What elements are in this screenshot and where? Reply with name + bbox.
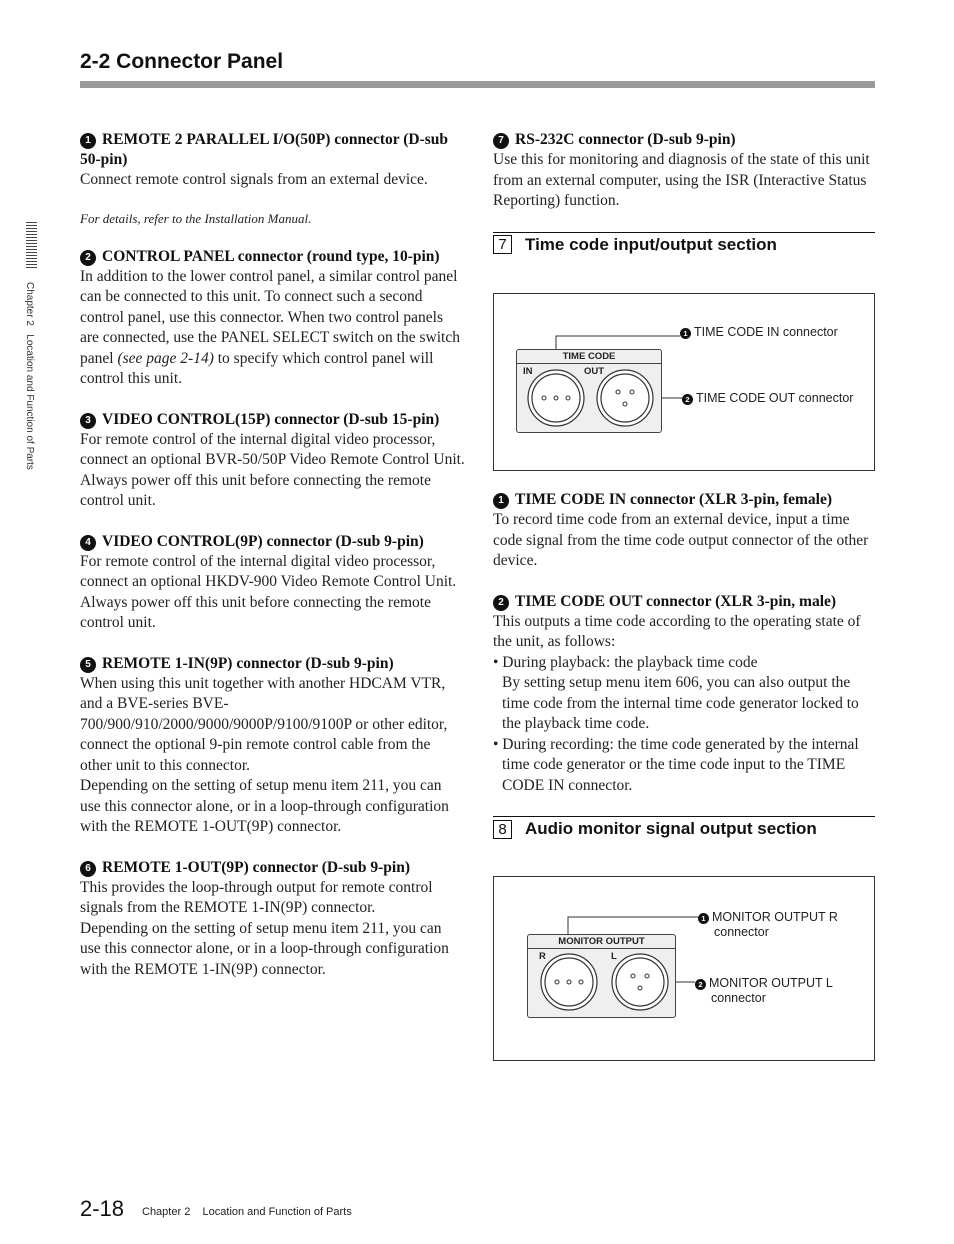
number-badge: 6	[80, 861, 96, 877]
section-number-box: 8	[493, 820, 512, 839]
item-heading: 2 TIME CODE OUT connector (XLR 3-pin, male)	[493, 592, 875, 612]
bullet-playback-detail: By setting setup menu item 606, you can also output the time code from the internal time code generator locked to the playback time code.	[502, 674, 859, 732]
callout-number: 1	[680, 328, 691, 339]
panel-title: TIME CODE	[517, 350, 661, 364]
number-badge: 1	[80, 133, 96, 149]
item-control-panel	[80, 247, 465, 390]
section-number-box: 7	[493, 235, 512, 254]
number-badge: 7	[493, 133, 509, 149]
item-body: To record time code from an external device, input a time code signal from the time code output connector of the other device.	[493, 511, 869, 569]
monitor-output-panel	[527, 934, 676, 1018]
item-heading: 5 REMOTE 1-IN(9P) connector (D-sub 9-pin)	[80, 654, 465, 674]
item-heading: 7 RS-232C connector (D-sub 9-pin)	[493, 130, 875, 150]
item-body-note: Depending on the setting of setup menu item 211, you can use this connector alone, or in a loop-through configuration with the REMOTE 1-OUT(9P) connector.	[80, 777, 449, 835]
r-label: R	[539, 951, 546, 962]
callout-time-code-out: 2 TIME CODE OUT connector	[682, 391, 853, 406]
section-title: Time code input/output section	[525, 234, 777, 254]
item-video-control-9p	[80, 532, 465, 634]
item-heading: 1 REMOTE 2 PARALLEL I/O(50P) connector (D-sub 50-pin)	[80, 131, 449, 168]
number-badge: 4	[80, 535, 96, 551]
item-body: When using this unit together with another HDCAM VTR, and a BVE-series BVE-700/900/910/2000/9000/9000P/9100/9100P or other editor, connect the optional 9-pin remote control cable from the other unit to this connector.	[80, 674, 448, 774]
item-remote1-out	[80, 858, 465, 981]
page-title: 2-2 Connector Panel	[80, 50, 284, 73]
item-heading: 1 TIME CODE IN connector (XLR 3-pin, female)	[493, 490, 875, 510]
item-video-control-15p	[80, 410, 465, 512]
item-body: Use this for monitoring and diagnosis of the state of this unit from an external computer, using the ISR (Interactive Status Reporting) function.	[493, 151, 870, 209]
item-time-code-out	[493, 592, 875, 797]
section-heading-time-code	[493, 232, 875, 255]
callout-number: 1	[698, 913, 709, 924]
item-body: For remote control of the internal digital video processor, connect an optional BVR-50/50P Video Remote Control Unit.	[80, 430, 465, 468]
page-reference: (see page 2-14)	[117, 349, 214, 367]
in-label: IN	[523, 366, 533, 377]
left-column	[80, 130, 465, 1000]
panel-title: MONITOR OUTPUT	[528, 935, 675, 949]
item-time-code-in	[493, 490, 875, 572]
item-body-note: Always power off this unit before connecting the remote control unit.	[80, 593, 431, 631]
item-remote2-parallel	[80, 130, 465, 227]
section-title: Audio monitor signal output section	[525, 819, 817, 838]
item-remote1-in	[80, 654, 465, 838]
item-heading: 6 REMOTE 1-OUT(9P) connector (D-sub 9-pin)	[80, 858, 465, 878]
item-body: In addition to the lower control panel, a similar control panel can be connected to this unit. To connect such a second control panel, use this connector. When two control panels are connected, use the PANEL SELECT switch on the switch panel (see page 2-14) to specify which control panel will control this unit.	[80, 267, 460, 387]
callout-time-code-in: 1 TIME CODE IN connector	[680, 325, 838, 340]
time-code-panel	[516, 349, 662, 433]
number-badge: 2	[80, 250, 96, 266]
bullet-playback: • During playback: the playback time code	[493, 653, 758, 671]
item-body: This outputs a time code according to the operating state of the unit, as follows:	[493, 612, 861, 650]
side-chapter-label	[24, 282, 35, 470]
number-badge: 5	[80, 657, 96, 673]
right-column	[493, 130, 875, 255]
monitor-output-figure	[493, 876, 875, 1061]
time-code-figure	[493, 293, 875, 471]
reference-note: For details, refer to the Installation Manual.	[80, 210, 312, 226]
item-rs232c	[493, 130, 875, 212]
page-number: 2-18	[80, 1196, 125, 1221]
item-body: Connect remote control signals from an external device.	[80, 171, 428, 188]
out-label: OUT	[584, 366, 605, 377]
bullet-recording: • During recording: the time code generated by the internal time code generator or the time code input to the TIME CODE IN connector.	[493, 735, 859, 794]
xlr-connectors	[517, 350, 663, 434]
section-heading-audio-monitor	[493, 816, 875, 839]
item-heading: 3 VIDEO CONTROL(15P) connector (D-sub 15-pin)	[80, 410, 465, 430]
callout-number: 2	[682, 394, 693, 405]
chapter-tab-marker	[26, 222, 37, 270]
item-heading: 4 VIDEO CONTROL(9P) connector (D-sub 9-pin)	[80, 532, 465, 552]
item-body: This provides the loop-through output for remote control signals from the REMOTE 1-IN(9P) connector.	[80, 878, 433, 916]
number-badge: 1	[493, 493, 509, 509]
item-body-note: Always power off this unit before connecting the remote control unit.	[80, 471, 431, 509]
number-badge: 3	[80, 413, 96, 429]
item-body: For remote control of the internal digital video processor, connect an optional HKDV-900 Video Remote Control Unit.	[80, 552, 457, 590]
callout-monitor-output-r: 1 MONITOR OUTPUT R connector	[698, 910, 838, 940]
time-code-items	[493, 490, 875, 839]
callout-monitor-output-l: 2 MONITOR OUTPUT L connector	[695, 976, 833, 1006]
number-badge: 2	[493, 595, 509, 611]
l-label: L	[611, 951, 617, 962]
callout-number: 2	[695, 979, 706, 990]
title-rule	[80, 81, 875, 88]
side-section: Location and Function of Parts	[24, 334, 35, 470]
item-heading: 2 CONTROL PANEL connector (round type, 10-pin)	[80, 247, 465, 267]
footer-chapter-label: Chapter 2 Location and Function of Parts	[142, 1206, 352, 1218]
item-body-note: Depending on the setting of setup menu item 211, you can use this connector alone, or in a loop-through configuration with the REMOTE 1-IN(9P) connector.	[80, 919, 449, 978]
side-chapter: Chapter 2	[24, 282, 35, 326]
xlr-connectors	[528, 935, 677, 1019]
